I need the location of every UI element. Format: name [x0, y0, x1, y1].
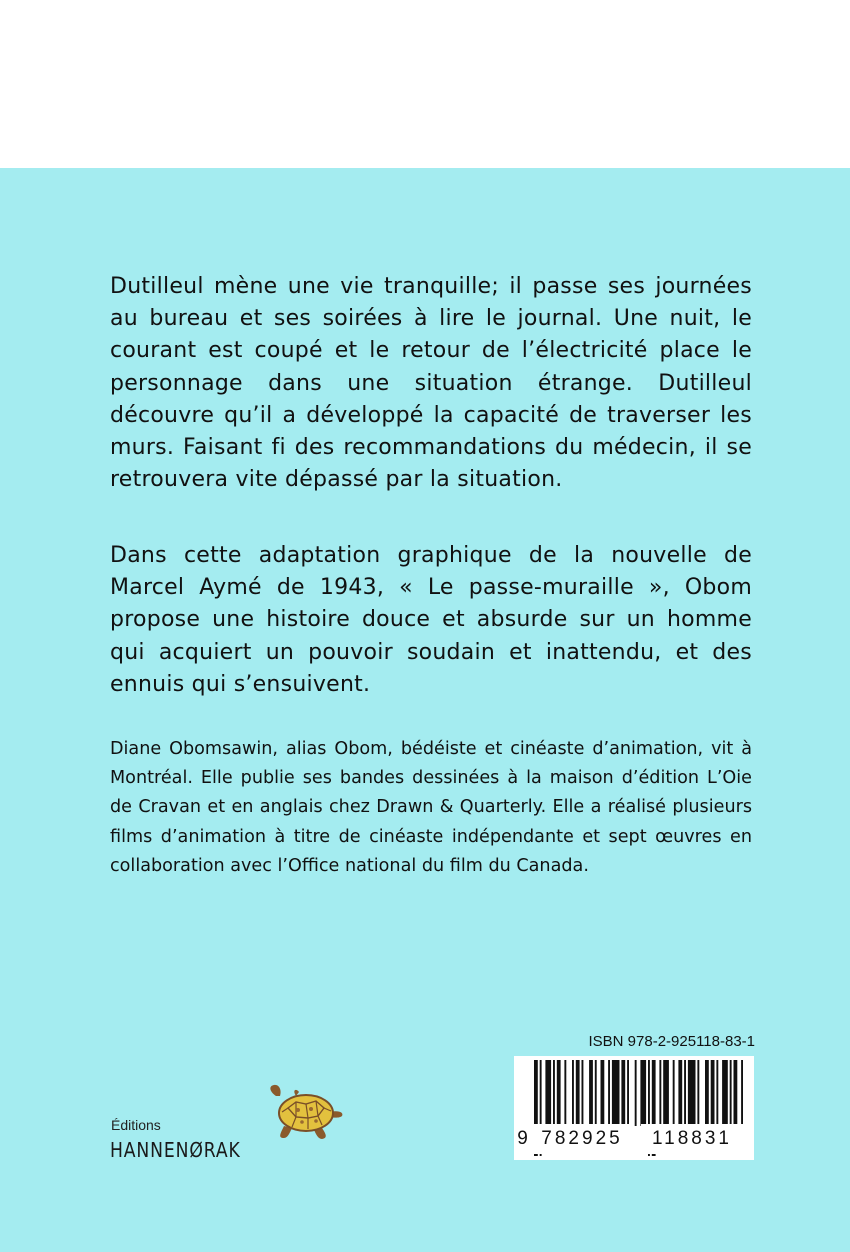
turtle-icon: [266, 1082, 350, 1146]
publisher-editions: Éditions: [111, 1117, 161, 1133]
barcode-bar: [601, 1060, 605, 1126]
barcode-bar: [688, 1060, 696, 1126]
barcode-bar: [734, 1060, 738, 1126]
barcode-bar: [678, 1060, 682, 1126]
barcode-bar: [608, 1060, 610, 1126]
barcode-bar: [705, 1060, 709, 1126]
barcode-bar: [612, 1060, 620, 1126]
barcode-bar: [722, 1060, 728, 1126]
barcode-bar: [621, 1060, 625, 1126]
barcode-bar: [716, 1060, 718, 1126]
barcode-digit-first: 9: [517, 1128, 531, 1149]
barcode-bar: [640, 1060, 646, 1126]
barcode-bar: [697, 1060, 699, 1126]
publisher-name: HANNENØRAK: [110, 1138, 241, 1162]
barcode-bar: [659, 1060, 661, 1126]
barcode-bar: [576, 1060, 580, 1126]
isbn-label: ISBN 978-2-925118-83-1: [588, 1033, 755, 1050]
barcode-bar: [627, 1060, 629, 1126]
barcode-bar: [663, 1060, 669, 1126]
barcode-bar: [595, 1060, 597, 1126]
summary-paragraph-1: Dutilleul mène une vie tranquille; il passe ses journées au bureau et ses soirées à lire le journal. Une nuit, le courant est coupé et le retour de l’électricité place le personnage dans une situation étrange. Dutilleul découvre qu’il a développé la capacité de traverser les murs. Faisant fi des recommandations du médecin, il se retrouvera vite dépassé par la situation.: [110, 274, 752, 493]
barcode-bar: [589, 1060, 593, 1126]
barcode-bar: [582, 1060, 584, 1126]
barcode-bar: [564, 1060, 566, 1126]
barcode-bar: [635, 1060, 637, 1126]
barcode-digits-left: 782925: [532, 1124, 632, 1154]
barcode-bar: [673, 1060, 675, 1126]
barcode-bar: [684, 1060, 686, 1126]
barcode-digits-right: 118831: [641, 1124, 743, 1154]
barcode-bar: [572, 1060, 574, 1126]
summary-paragraph-2: Dans cette adaptation graphique de la nouvelle de Marcel Aymé de 1943, « Le passe-muraille », Obom propose une histoire douce et absurde sur un homme qui acquiert un pouvoir soudain et inattendu, et des ennuis qui s’ensuivent.: [110, 543, 752, 697]
top-margin: [0, 0, 850, 168]
barcode-bar: [711, 1060, 715, 1126]
barcode-bar: [741, 1060, 743, 1126]
barcode-bar: [730, 1060, 732, 1126]
barcode-bar: [553, 1060, 555, 1126]
barcode-bar: [557, 1060, 561, 1126]
author-bio: Diane Obomsawin, alias Obom, bédéiste et cinéaste d’animation, vit à Montréal. Elle publie ses bandes dessinées à la maison d’édition L’Oie de Cravan et en anglais chez Drawn & Quarterly. Elle a réalisé plusieurs films d’animation à titre de cinéaste indépendante et sept œuvres en collaboration avec l’Office national du film du Canada.: [110, 739, 752, 876]
barcode-bar: [545, 1060, 551, 1126]
